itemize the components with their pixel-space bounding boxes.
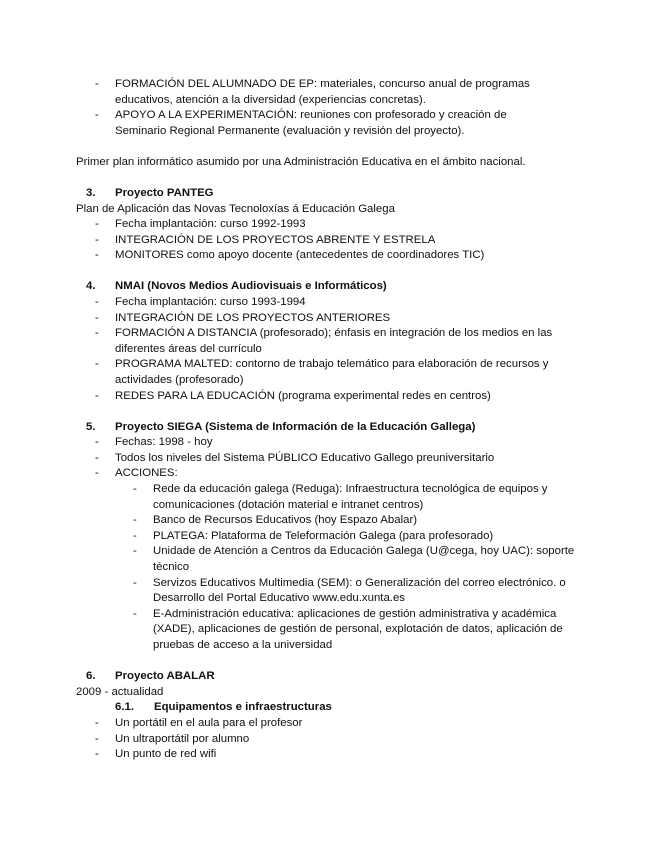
list-item (133, 576, 585, 607)
list-item-text: MONITORES como apoyo docente (antecedentes de coordinadores TIC) (115, 249, 485, 262)
list-item-text: Servizos Educativos Multimedia (SEM): o Generalización del correo electrónico. o Desarrollo del Portal Educativo www.edu.xunta.es (153, 576, 566, 605)
list-item-text: Un ultraportátil por alumno (115, 732, 250, 745)
bullet-dash: - (133, 529, 137, 542)
intro-paragraph: Primer plan informático asumido por una Administración Educativa en el ámbito nacional. (76, 156, 526, 168)
list-item (95, 466, 595, 482)
list-item-text: FORMACIÓN DEL ALUMNADO DE EP: materiales, concurso anual de programas educativos, atención a la diversidad (experiencias concretas). (115, 78, 530, 106)
section-6-subtitle: 2009 - actualidad (76, 686, 164, 698)
bullet-dash: - (133, 483, 137, 495)
bullet-dash: - (95, 436, 99, 448)
list-item (95, 357, 575, 388)
bullet-dash: - (95, 389, 99, 402)
section-3-subtitle: Plan de Aplicación das Novas Tecnoloxías á Educación Galega (76, 203, 395, 215)
bullet-dash: - (95, 233, 99, 246)
list-item (95, 295, 575, 311)
list-item-text: FORMACIÓN A DISTANCIA (profesorado); énfasis en integración de los medios en las diferentes áreas del currículo (115, 327, 553, 355)
list-item (133, 513, 585, 529)
list-item (95, 233, 585, 249)
list-item-text: Banco de Recursos Educativos (hoy Espazo Abalar) (153, 514, 418, 527)
bullet-dash: - (95, 109, 99, 122)
section-4-heading (86, 279, 606, 295)
list-item-text: Fechas: 1998 - hoy (115, 436, 213, 448)
list-item (95, 248, 585, 264)
list-item-text: Rede da educación galega (Reduga): Infraestructura tecnológica de equipos y comunicaciones (dotación material e intranet centros) (153, 483, 548, 511)
list-item (95, 217, 585, 233)
subsection-title: Equipamentos e infraestructuras (154, 701, 332, 713)
list-item-text: ACCIONES: (115, 467, 178, 480)
list-item (95, 732, 555, 748)
section-number: 5. (86, 421, 96, 433)
list-item-text: Fecha implantación: curso 1993-1994 (115, 296, 306, 308)
bullet-dash: - (95, 358, 99, 371)
section-number: 3. (86, 187, 96, 199)
list-item-text: Unidade de Atención a Centros da Educación Galega (U@cega, hoy UAC): soporte técnico (153, 545, 575, 573)
section-number: 4. (86, 280, 96, 292)
bullet-dash: - (133, 607, 137, 620)
list-item-text: Fecha implantación: curso 1992-1993 (115, 218, 306, 230)
list-item (95, 747, 555, 763)
list-item (95, 389, 575, 405)
list-item-text: APOYO A LA EXPERIMENTACIÓN: reuniones con profesorado y creación de Seminario Regional Permanente (evaluación y revisión del proyecto). (115, 109, 507, 137)
bullet-dash: - (95, 296, 99, 308)
list-item-text: PLATEGA: Plataforma de Teleformación Galega (para profesorado) (153, 529, 494, 542)
bullet-dash: - (133, 545, 137, 558)
bullet-dash: - (95, 311, 99, 324)
bullet-dash: - (95, 327, 99, 340)
list-item-text: REDES PARA LA EDUCACIÓN (programa experimental redes en centros) (115, 389, 491, 402)
bullet-dash: - (95, 218, 99, 230)
section-4-list (95, 295, 575, 404)
list-item (133, 544, 585, 575)
list-item-text: INTEGRACIÓN DE LOS PROYECTOS ABRENTE Y ESTRELA (115, 233, 436, 246)
list-item-text: INTEGRACIÓN DE LOS PROYECTOS ANTERIORES (115, 311, 391, 324)
bullet-dash: - (95, 748, 99, 761)
list-item-text: Un portátil en el aula para el profesor (115, 717, 303, 729)
list-item (133, 482, 585, 513)
list-item (95, 108, 555, 139)
list-item (133, 529, 585, 545)
list-item (95, 435, 595, 451)
section-title: NMAI (Novos Medios Audiovisuais e Informáticos) (115, 280, 387, 292)
section-title: Proyecto ABALAR (115, 670, 215, 682)
bullet-dash: - (95, 467, 99, 480)
section-5-heading (86, 420, 626, 436)
list-item-text: Un punto de red wifi (115, 748, 217, 761)
section-title: Proyecto SIEGA (Sistema de Información de la Educación Gallega) (115, 421, 476, 433)
list-item-text: Todos los niveles del Sistema PÚBLICO Educativo Gallego preuniversitario (115, 451, 495, 464)
bullet-dash: - (95, 732, 99, 745)
list-item (95, 716, 555, 732)
section-title: Proyecto PANTEG (115, 187, 214, 199)
bullet-dash: - (95, 249, 99, 262)
list-item (95, 451, 595, 467)
list-item (95, 326, 575, 357)
bullet-dash: - (133, 514, 137, 527)
list-item (95, 311, 575, 327)
section-3-list (95, 217, 585, 264)
section-number: 6. (86, 670, 96, 682)
section-6-heading (86, 669, 606, 685)
bullet-dash: - (95, 717, 99, 729)
bullet-dash: - (95, 78, 99, 90)
section-6-list (95, 716, 555, 763)
section-5-list (95, 435, 595, 482)
list-item (133, 607, 585, 654)
section-3-heading (86, 186, 606, 202)
acciones-list (133, 482, 585, 654)
list-item (95, 77, 555, 108)
list-item-text: E-Administración educativa: aplicaciones de gestión administrativa y académica (XADE), aplicaciones de gestión de personal, explotación de datos, aplicación de pruebas de acceso a la universidad (153, 607, 563, 651)
list-item-text: PROGRAMA MALTED: contorno de trabajo telemático para elaboración de recursos y actividades (profesorado) (115, 358, 549, 386)
bullet-dash: - (133, 576, 137, 589)
subsection-number: 6.1. (115, 701, 134, 713)
subsection-6-1-heading (115, 700, 515, 716)
bullet-dash: - (95, 451, 99, 464)
top-list (95, 77, 555, 139)
